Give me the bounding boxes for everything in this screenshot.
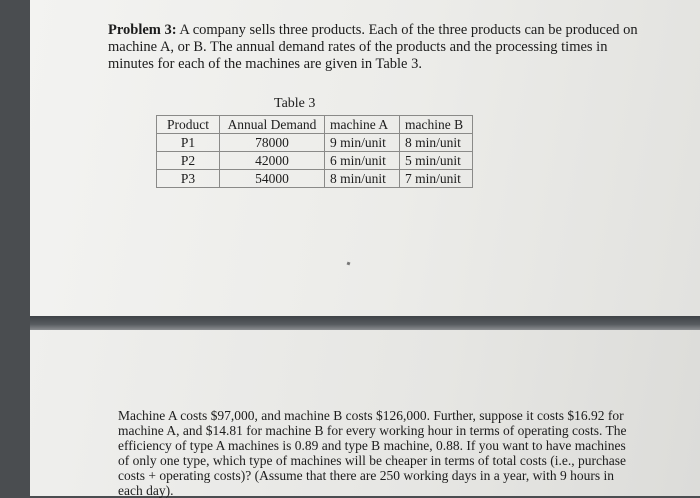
cell-product: P2 xyxy=(157,152,220,170)
data-table xyxy=(156,115,473,188)
header-product: Product xyxy=(157,116,220,134)
cell-machine-a: 8 min/unit xyxy=(325,170,400,188)
cell-machine-b: 5 min/unit xyxy=(400,152,473,170)
cell-machine-b: 7 min/unit xyxy=(400,170,473,188)
problem-label: Problem 3: xyxy=(108,22,177,38)
cell-annual-demand: 54000 xyxy=(220,170,325,188)
table-caption: Table 3 xyxy=(274,96,316,111)
header-machine-b: machine B xyxy=(400,116,473,134)
table-row xyxy=(157,134,473,152)
cell-annual-demand: 42000 xyxy=(220,152,325,170)
table-row xyxy=(157,152,473,170)
cell-product: P1 xyxy=(157,134,220,152)
cell-annual-demand: 78000 xyxy=(220,134,325,152)
cell-machine-a: 9 min/unit xyxy=(325,134,400,152)
cell-product: P3 xyxy=(157,170,220,188)
header-machine-a: machine A xyxy=(325,116,400,134)
problem-statement xyxy=(108,22,648,73)
header-annual-demand: Annual Demand xyxy=(220,116,325,134)
cell-machine-a: 6 min/unit xyxy=(325,152,400,170)
page-separator xyxy=(30,316,700,330)
table-header-row xyxy=(157,116,473,134)
cell-machine-b: 8 min/unit xyxy=(400,134,473,152)
continuation-text: Machine A costs $97,000, and machine B costs $126,000. Further, suppose it costs $16.92 for machine A, and $14.81 for machine B for every working hour in terms of operating costs. The efficiency of type A machines is 0.89 and type B machine, 0.88. If you want to have machines of only one type, which type of machines will be cheaper in terms of total costs (i.e., purchase costs + operating costs)? (Assume that there are 250 working days in a year, with 9 hours in each day). xyxy=(118,408,627,498)
table-row xyxy=(157,170,473,188)
problem-body: A company sells three products. Each of the three products can be produced on machine A, or B. The annual demand rates of the products and the processing times in minutes for each of the machines are given in Table 3. xyxy=(108,22,638,72)
